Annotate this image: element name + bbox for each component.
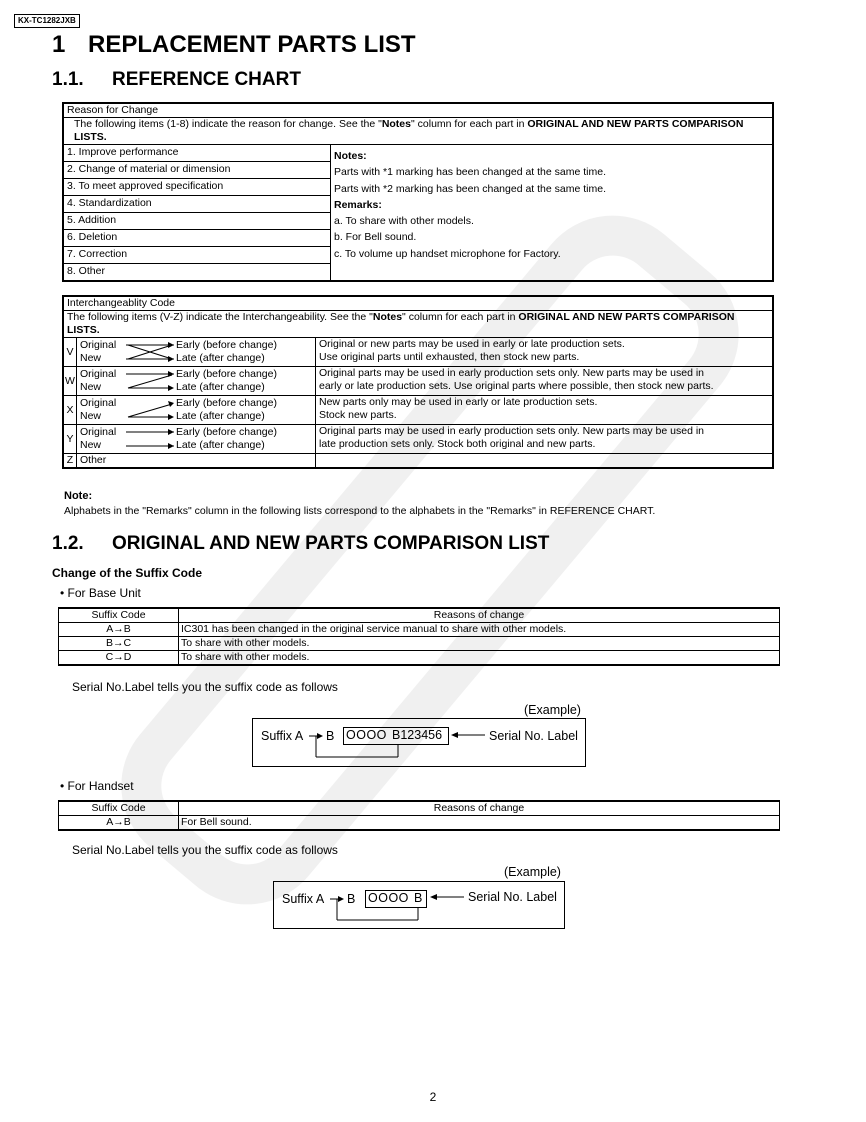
suffix-b-text: B	[347, 892, 356, 906]
arrows-icon	[274, 882, 564, 928]
new-label: New	[80, 381, 102, 393]
code-cell: V	[63, 338, 77, 367]
section-number: 1.1.	[52, 69, 84, 90]
list-item: 8. Other	[67, 265, 105, 277]
description-cell: Original parts may be used in early production sets only. New parts may be used in late production sets only. Stock both original and new parts.	[316, 425, 774, 454]
model-number-tag: KX-TC1282JXB	[14, 14, 80, 28]
section-1-2-heading	[52, 532, 549, 556]
table-row	[63, 338, 773, 367]
reasons-list	[63, 145, 331, 282]
table-title: Reason for Change	[63, 103, 773, 118]
page-number: 2	[429, 1090, 437, 1104]
column-header: Reasons of change	[179, 801, 780, 816]
label-prefix: OOOO	[346, 728, 387, 742]
note-line: Parts with *2 marking has been changed at the same time.	[334, 182, 606, 195]
table-row	[63, 367, 773, 396]
notes-remarks-cell	[331, 145, 774, 282]
section-title: ORIGINAL AND NEW PARTS COMPARISON LIST	[112, 533, 550, 554]
table-intro: The following items (V-Z) indicate the Interchangeability. See the "Notes" column for each part in ORIGINAL AND NEW PARTS COMPARISON LISTS.	[63, 311, 773, 338]
arrow-diagram	[77, 338, 316, 367]
remark-line: a. To share with other models.	[334, 215, 474, 228]
new-label: New	[80, 352, 102, 364]
note-label: Note:	[64, 490, 93, 502]
table-row	[63, 425, 773, 454]
serial-label-text: Serial No.Label tells you the suffix code as follows	[72, 680, 338, 694]
description-cell: New parts only may be used in early or late production sets. Stock new parts.	[316, 396, 774, 425]
arrow-diagram	[77, 425, 316, 454]
section-1-heading	[52, 30, 416, 60]
list-item: 4. Standardization	[64, 196, 330, 213]
list-item: 7. Correction	[64, 247, 330, 264]
list-item: 1. Improve performance	[64, 145, 330, 162]
arrow-diagram	[77, 367, 316, 396]
section-number: 1.2.	[52, 533, 84, 554]
empty-cell	[316, 454, 774, 469]
parallel-arrows-icon	[124, 426, 176, 452]
late-label: Late (after change)	[176, 352, 265, 364]
table-row: C→D To share with other models.	[59, 651, 780, 666]
original-label: Original	[80, 368, 117, 380]
late-label: Late (after change)	[176, 410, 265, 422]
suffix-a-text: Suffix A	[282, 892, 325, 906]
section-title: REFERENCE CHART	[112, 69, 301, 90]
table-row: A→B For Bell sound.	[59, 816, 780, 831]
new-label: New	[80, 410, 102, 422]
list-item: 3. To meet approved specification	[64, 179, 330, 196]
cross-arrows-icon	[124, 339, 176, 365]
x-arrows-icon	[124, 397, 176, 423]
serial-no-label-text: Serial No. Label	[489, 729, 578, 743]
remark-line: b. For Bell sound.	[334, 231, 417, 244]
note-text: Alphabets in the "Remarks" column in the following lists correspond to the alphabets in the "Remarks" in REFERENCE CHART.	[64, 505, 656, 517]
list-item: 6. Deletion	[64, 230, 330, 247]
code-cell: Y	[63, 425, 77, 454]
remarks-label: Remarks:	[334, 198, 382, 211]
description-cell: Original or new parts may be used in early or late production sets. Use original parts until exhausted, then stock new parts.	[316, 338, 774, 367]
late-label: Late (after change)	[176, 381, 265, 393]
early-label: Early (before change)	[176, 368, 277, 380]
column-header: Suffix Code	[59, 801, 179, 816]
handset-bullet: • For Handset	[60, 779, 134, 793]
description-cell: Original parts may be used in early production sets only. New parts may be used in early or late production sets. Use original parts where possible, then stock new parts.	[316, 367, 774, 396]
w-arrows-icon	[124, 368, 176, 394]
list-item: 5. Addition	[64, 213, 330, 230]
suffix-a-text: Suffix A	[261, 729, 304, 743]
table-row: A→B IC301 has been changed in the original service manual to share with other models.	[59, 623, 780, 637]
example-label: (Example)	[504, 865, 561, 879]
section-number: 1	[52, 31, 66, 58]
table-row	[63, 396, 773, 425]
early-label: Early (before change)	[176, 339, 277, 351]
suffix-code-heading: Change of the Suffix Code	[52, 566, 202, 580]
original-label: Original	[80, 426, 117, 438]
example-label: (Example)	[524, 703, 581, 717]
suffix-b-text: B	[326, 729, 335, 743]
remark-line: c. To volume up handset microphone for Factory.	[334, 247, 561, 260]
reason-for-change-table	[62, 102, 774, 282]
early-label: Early (before change)	[176, 426, 277, 438]
list-item: 2. Change of material or dimension	[64, 162, 330, 179]
code-cell: Z	[63, 454, 77, 469]
label-value: B	[414, 891, 423, 905]
table-intro: The following items (1-8) indicate the reason for change. See the "Notes" column for each part in ORIGINAL AND NEW PARTS COMPARISON LISTS.	[63, 118, 773, 145]
handset-suffix-table	[58, 800, 780, 831]
section-title: REPLACEMENT PARTS LIST	[88, 31, 416, 58]
base-unit-bullet: • For Base Unit	[60, 586, 141, 600]
interchangeability-table	[62, 295, 774, 469]
code-cell: X	[63, 396, 77, 425]
late-label: Late (after change)	[176, 439, 265, 451]
original-label: Original	[80, 339, 117, 351]
section-1-1-heading	[52, 68, 301, 92]
serial-no-label-text: Serial No. Label	[468, 890, 557, 904]
serial-example-box	[273, 881, 565, 929]
table-row	[63, 454, 773, 469]
new-label: New	[80, 439, 102, 451]
label-prefix: OOOO	[368, 891, 409, 905]
label-value: B123456	[392, 728, 443, 742]
column-header: Suffix Code	[59, 608, 179, 623]
original-label: Original	[80, 397, 117, 409]
other-label: Other	[77, 454, 316, 469]
early-label: Early (before change)	[176, 397, 277, 409]
arrows-icon	[253, 719, 585, 766]
table-title: Interchangeablity Code	[63, 296, 773, 311]
table-row: B→C To share with other models.	[59, 637, 780, 651]
base-unit-suffix-table	[58, 607, 780, 666]
notes-label: Notes:	[334, 150, 367, 162]
column-header: Reasons of change	[179, 608, 780, 623]
note-line: Parts with *1 marking has been changed at the same time.	[334, 166, 606, 179]
arrow-diagram	[77, 396, 316, 425]
serial-example-box	[252, 718, 586, 767]
serial-label-text: Serial No.Label tells you the suffix code as follows	[72, 843, 338, 857]
code-cell: W	[63, 367, 77, 396]
